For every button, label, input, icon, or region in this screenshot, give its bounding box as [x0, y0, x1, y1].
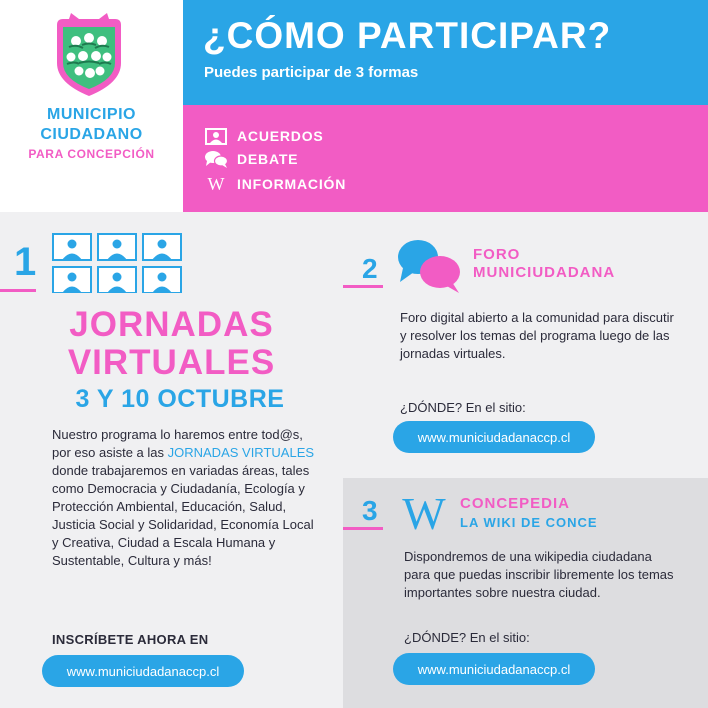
section-number: 2	[362, 253, 378, 284]
section-1-dates: 3 Y 10 OCTUBRE	[75, 385, 285, 413]
banner-notch	[218, 94, 238, 105]
person-head	[68, 273, 77, 282]
person-head	[158, 240, 167, 249]
section-1-title-line-1: JORNADAS	[69, 305, 274, 344]
section-number-underline	[0, 289, 36, 292]
section-number: 3	[362, 495, 378, 526]
signup-link[interactable]: www.municiudadanaccp.cl	[42, 655, 244, 687]
option-label: DEBATE	[237, 151, 299, 167]
section-2-body: Foro digital abierto a la comunidad para discutir y resolver los temas del programa luego de las jornadas virtuales.	[400, 310, 674, 361]
concepedia-link[interactable]: www.municiudadanaccp.cl	[393, 653, 595, 685]
section-2-title-line-1: FORO	[473, 246, 521, 263]
section-number-underline	[343, 527, 383, 530]
section-number-underline	[343, 285, 383, 288]
person-head	[113, 273, 122, 282]
body-highlight: JORNADAS VIRTUALES	[167, 445, 315, 460]
section-2-title-line-2: MUNICIUDADANA	[473, 264, 616, 281]
person-head	[158, 273, 167, 282]
section-3-title-line-1: CONCEPEDIA	[460, 495, 571, 512]
page-title: ¿CÓMO PARTICIPAR?	[203, 15, 612, 56]
section-3-body: Dispondremos de una wikipedia ciudadana para que puedas inscribir libremente los temas importantes sobre nuestra ciudad.	[404, 549, 674, 600]
body-text-start: Nuestro programa lo haremos entre tod@s, por eso asiste a las	[52, 427, 303, 460]
page-subtitle: Puedes participar de 3 formas	[204, 64, 419, 81]
svg-text:W: W	[207, 175, 225, 193]
body-text-end: donde trabajaremos en variadas áreas, tales como Democracia y Ciudadanía, Ecología y Protección Ambiental, Educación, Salud, Justicia Social y Solidaridad, Economía Local y Creativa, Ciudad a Escala Humana y Sustentable, Cultura y más!	[52, 463, 314, 568]
wikipedia-icon	[204, 175, 228, 193]
foro-link[interactable]: www.municiudadanaccp.cl	[393, 421, 595, 453]
option-label: INFORMACIÓN	[237, 176, 347, 192]
id-card-icon	[204, 127, 228, 145]
option-informacion	[204, 174, 346, 194]
video-conference-grid-icon	[52, 233, 182, 293]
option-debate	[204, 149, 298, 169]
section-1-body	[52, 426, 320, 570]
section-number: 1	[14, 240, 37, 284]
section-3-where: ¿DÓNDE? En el sitio:	[404, 630, 530, 645]
section-1-title-line-2: VIRTUALES	[67, 343, 276, 382]
svg-text:W: W	[402, 492, 446, 534]
person-head	[113, 240, 122, 249]
signup-cta: INSCRÍBETE AHORA EN	[52, 632, 209, 647]
logo-line-1: MUNICIPIO	[47, 106, 136, 123]
shield-emblem-icon	[49, 11, 129, 98]
logo-line-3: PARA CONCEPCIÓN	[28, 147, 155, 161]
option-label: ACUERDOS	[237, 128, 324, 144]
option-acuerdos	[204, 126, 324, 146]
section-2-where: ¿DÓNDE? En el sitio:	[400, 400, 526, 415]
chat-bubbles-icon	[397, 238, 463, 294]
chat-bubbles-icon	[204, 150, 228, 168]
section-3-title-line-2: LA WIKI DE CONCE	[460, 515, 598, 530]
logo-panel	[0, 0, 183, 212]
logo-line-2: CIUDADANO	[40, 126, 143, 143]
wikipedia-icon	[396, 492, 452, 534]
person-head	[68, 240, 77, 249]
